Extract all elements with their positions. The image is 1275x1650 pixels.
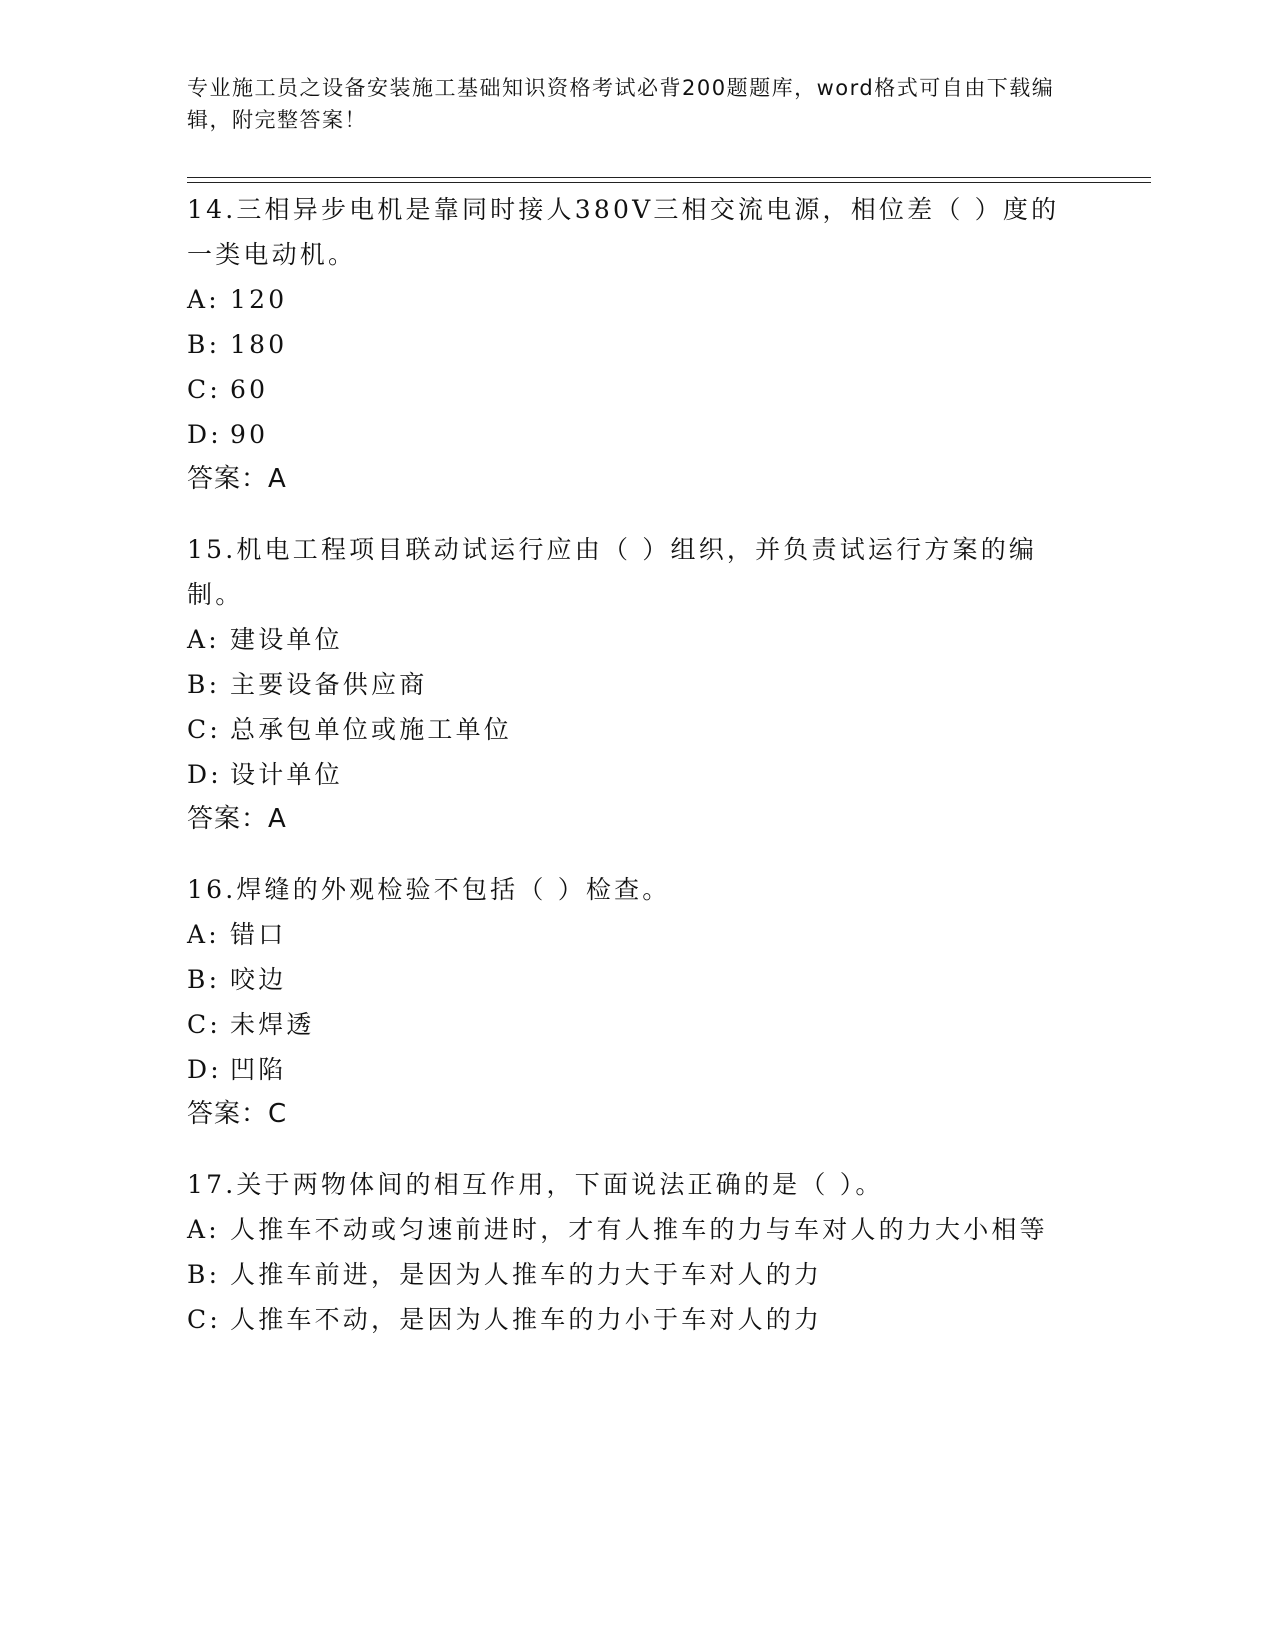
option-c xyxy=(187,367,1087,412)
option-key: B: xyxy=(187,330,221,359)
option-key: B: xyxy=(187,965,221,994)
option-text: 人推车不动或匀速前进时，才有人推车的力与车对人的力大小相等 xyxy=(230,1215,1048,1244)
option-b xyxy=(187,1252,1087,1297)
question-14 xyxy=(187,187,1087,501)
option-key: B: xyxy=(187,1260,221,1289)
header-divider-top xyxy=(187,177,1151,178)
option-text: 120 xyxy=(230,285,288,314)
option-d xyxy=(187,752,1087,797)
option-key: D: xyxy=(187,1055,222,1084)
option-key: D: xyxy=(187,760,222,789)
option-d xyxy=(187,1047,1087,1092)
option-b xyxy=(187,957,1087,1002)
question-text xyxy=(187,187,1087,277)
option-text: 总承包单位或施工单位 xyxy=(230,715,513,744)
question-stem: 焊缝的外观检验不包括（ ）检查。 xyxy=(236,875,671,904)
option-text: 错口 xyxy=(230,920,287,949)
option-key: A: xyxy=(187,285,220,314)
option-key: C: xyxy=(187,715,221,744)
option-key: D: xyxy=(187,420,222,449)
option-a xyxy=(187,912,1087,957)
option-key: A: xyxy=(187,1215,220,1244)
option-key: C: xyxy=(187,1305,221,1334)
option-text: 人推车不动，是因为人推车的力小于车对人的力 xyxy=(230,1305,823,1334)
question-17 xyxy=(187,1162,1087,1342)
option-a xyxy=(187,617,1087,662)
option-text: 咬边 xyxy=(230,965,287,994)
option-text: 建设单位 xyxy=(230,625,343,654)
question-list xyxy=(187,187,1087,1368)
question-stem: 机电工程项目联动试运行应由（ ）组织，并负责试运行方案的编制。 xyxy=(187,535,1038,609)
option-text: 凹陷 xyxy=(230,1055,287,1084)
option-d xyxy=(187,412,1087,457)
header-divider-bottom xyxy=(187,182,1151,183)
answer-line: 答案：A xyxy=(187,804,287,834)
option-text: 人推车前进，是因为人推车的力大于车对人的力 xyxy=(230,1260,823,1289)
option-text: 180 xyxy=(230,330,288,359)
question-16 xyxy=(187,867,1087,1136)
option-text: 主要设备供应商 xyxy=(230,670,428,699)
question-text xyxy=(187,1162,1087,1207)
option-key: A: xyxy=(187,920,220,949)
option-text: 设计单位 xyxy=(230,760,343,789)
option-c xyxy=(187,707,1087,752)
option-c xyxy=(187,1297,1087,1342)
option-c xyxy=(187,1002,1087,1047)
question-stem: 三相异步电机是靠同时接人380V三相交流电源，相位差（ ）度的一类电动机。 xyxy=(187,195,1060,269)
option-key: A: xyxy=(187,625,220,654)
question-15 xyxy=(187,527,1087,841)
option-text: 未焊透 xyxy=(230,1010,315,1039)
document-header: 专业施工员之设备安装施工基础知识资格考试必背200题题库，word格式可自由下载编辑，附完整答案！ xyxy=(187,76,1055,132)
option-text: 90 xyxy=(230,420,269,449)
answer-line: 答案：A xyxy=(187,464,287,494)
option-key: B: xyxy=(187,670,221,699)
question-text xyxy=(187,867,1087,912)
option-a xyxy=(187,1207,1087,1252)
question-text xyxy=(187,527,1087,617)
option-key: C: xyxy=(187,1010,221,1039)
answer-line: 答案：C xyxy=(187,1099,288,1129)
question-number: 16. xyxy=(187,875,237,904)
question-stem: 关于两物体间的相互作用，下面说法正确的是（ ）。 xyxy=(236,1170,884,1199)
question-number: 17. xyxy=(187,1170,237,1199)
question-number: 15. xyxy=(187,535,237,564)
option-text: 60 xyxy=(230,375,269,404)
option-a xyxy=(187,277,1087,322)
question-number: 14. xyxy=(187,195,237,224)
option-key: C: xyxy=(187,375,221,404)
option-b xyxy=(187,662,1087,707)
option-b xyxy=(187,322,1087,367)
